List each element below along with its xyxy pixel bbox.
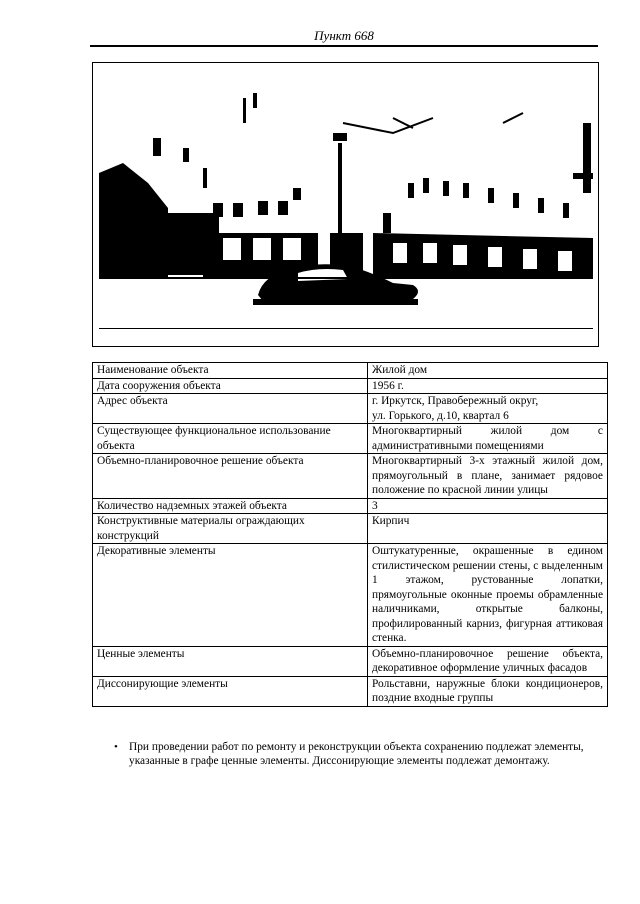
object-info-table	[92, 362, 608, 707]
preservation-note	[98, 740, 603, 769]
row-value: 1956 г.	[368, 378, 608, 394]
row-label: Ценные элементы	[93, 646, 368, 676]
row-label: Наименование объекта	[93, 363, 368, 379]
row-value: Рольставни, наружные блоки кондиционеров, поздние входные группы	[368, 676, 608, 706]
row-value: Кирпич	[368, 514, 608, 544]
row-value: Оштукатуренные, окрашенные в едином стилистическом решении стены, с выделенным 1 этажом, рустованные лопатки, прямоугольные оконные проемы обрамленные наличниками, открытые балконы, профилированный карниз, фигурная аттиковая стенка.	[368, 544, 608, 647]
address-line-2: ул. Горького, д.10, квартал 6	[372, 409, 509, 422]
address-line-1: г. Иркутск, Правобережный округ,	[372, 395, 539, 407]
row-label: Количество надземных этажей объекта	[93, 498, 368, 514]
row-label: Декоративные элементы	[93, 544, 368, 647]
table-row	[93, 514, 608, 544]
building-photo-image	[93, 63, 598, 346]
table-row	[93, 498, 608, 514]
building-photo	[92, 62, 599, 347]
row-value	[368, 394, 608, 424]
table-row	[93, 424, 608, 454]
table-row	[93, 544, 608, 647]
row-value: Объемно-планировочное решение объекта, декоративное оформление уличных фасадов	[368, 646, 608, 676]
row-value: Многоквартирный жилой дом с административными помещениями	[368, 424, 608, 454]
row-value: 3	[368, 498, 608, 514]
note-text: При проведении работ по ремонту и реконструкции объекта сохранению подлежат элементы, указанные в графе ценные элементы. Диссонирующие элементы подлежат демонтажу.	[129, 741, 584, 768]
table-row	[93, 378, 608, 394]
row-value: Жилой дом	[368, 363, 608, 379]
header-rule	[90, 45, 598, 47]
row-label: Адрес объекта	[93, 394, 368, 424]
table-row	[93, 454, 608, 499]
row-label: Дата сооружения объекта	[93, 378, 368, 394]
table-row	[93, 646, 608, 676]
table-row	[93, 676, 608, 706]
bullet-icon: •	[114, 741, 118, 753]
row-label: Объемно-планировочное решение объекта	[93, 454, 368, 499]
row-label: Конструктивные материалы ограждающих конструкций	[93, 514, 368, 544]
row-label: Существующее функциональное использование объекта	[93, 424, 368, 454]
page-title: Пункт 668	[314, 28, 374, 43]
row-label: Диссонирующие элементы	[93, 676, 368, 706]
row-value: Многоквартирный 3-х этажный жилой дом, прямоугольный в плане, занимает рядовое положение по красной линии улицы	[368, 454, 608, 499]
table-row	[93, 394, 608, 424]
table-row	[93, 363, 608, 379]
